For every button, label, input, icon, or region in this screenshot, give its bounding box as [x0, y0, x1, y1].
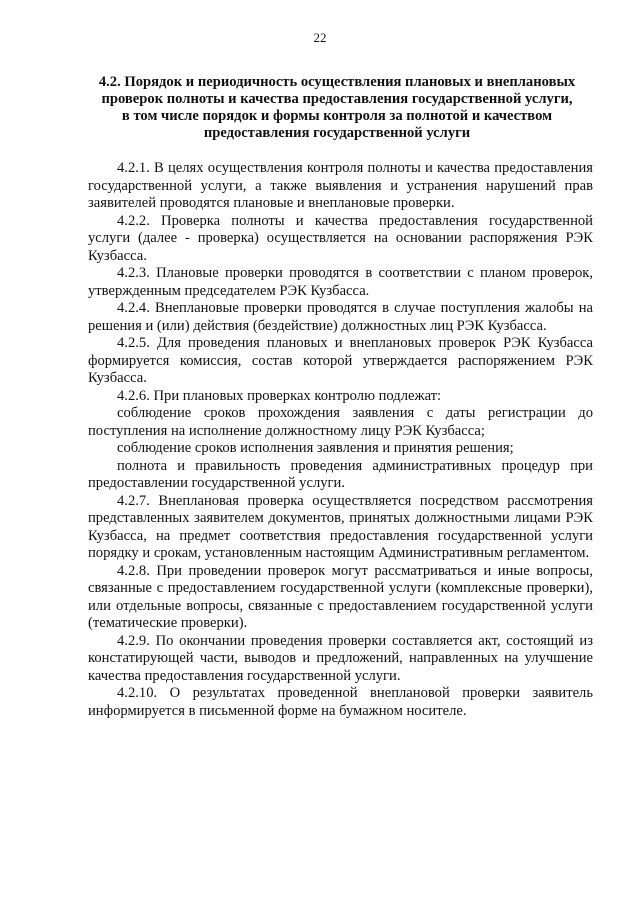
list-item-deadlines-registration: соблюдение сроков прохождения заявления с даты регистрации до поступления на исполнение должностному лицу РЭК Кузбасса; [88, 405, 593, 439]
list-item-deadlines-execution: соблюдение сроков исполнения заявления и принятия решения; [117, 440, 514, 456]
heading-line: проверок полноты и качества предоставления государственной услуги, [101, 91, 573, 107]
list-item-procedures: полнота и правильность проведения административных процедур при предоставлении государственной услуги. [88, 457, 593, 491]
paragraph-4-2-8: 4.2.8. При проведении проверок могут рассматриваться и иные вопросы, связанные с предоставлением государственной услуги (комплексные проверки), или отдельные вопросы, связанные с предоставлением государственной услуги (тематические проверки). [88, 562, 593, 631]
heading-line: в том числе порядок и формы контроля за полнотой и качеством [121, 108, 553, 124]
paragraph-4-2-9: 4.2.9. По окончании проведения проверки составляется акт, состоящий из констатирующей части, выводов и предложений, направленных на улучшение качества предоставления государственной услуги. [88, 632, 593, 684]
paragraph-4-2-6: 4.2.6. При плановых проверках контролю подлежат: [117, 387, 442, 404]
paragraph-4-2-5: 4.2.5. Для проведения плановых и внеплановых проверок РЭК Кузбасса формируется комиссия, состав которой утверждается распоряжением РЭК Кузбасса. [88, 335, 593, 386]
paragraph-4-2-2: 4.2.2. Проверка полноты и качества предоставления государственной услуги (далее - проверка) осуществляется на основании распоряжения РЭК Кузбасса. [88, 212, 593, 264]
section-heading [88, 74, 586, 142]
heading-line: предоставления государственной услуги [203, 125, 471, 141]
body-text [88, 160, 593, 720]
paragraph-4-2-4: 4.2.4. Внеплановые проверки проводятся в случае поступления жалобы на решения и (или) действия (бездействие) должностных лиц РЭК Кузбасса. [88, 300, 593, 334]
paragraph-4-2-1: 4.2.1. В целях осуществления контроля полноты и качества предоставления государственной услуги, а также выявления и устранения нарушений прав заявителей проводятся плановые и внеплановые проверки. [88, 160, 593, 211]
paragraph-4-2-7: 4.2.7. Внеплановая проверка осуществляется посредством рассмотрения представленных заявителем документов, принятых должностными лицами РЭК Кузбасса, на предмет соответствия предоставления государственной услуги порядку и срокам, установленным настоящим Административным регламентом. [88, 492, 593, 561]
page-number: 22 [313, 30, 327, 45]
heading-line: 4.2. Порядок и периодичность осуществления плановых и внеплановых [98, 74, 576, 90]
paragraph-4-2-3: 4.2.3. Плановые проверки проводятся в соответствии с планом проверок, утвержденным председателем РЭК Кузбасса. [88, 265, 593, 299]
paragraph-4-2-10: 4.2.10. О результатах проведенной внеплановой проверки заявитель информируется в письменной форме на бумажном носителе. [88, 685, 593, 719]
